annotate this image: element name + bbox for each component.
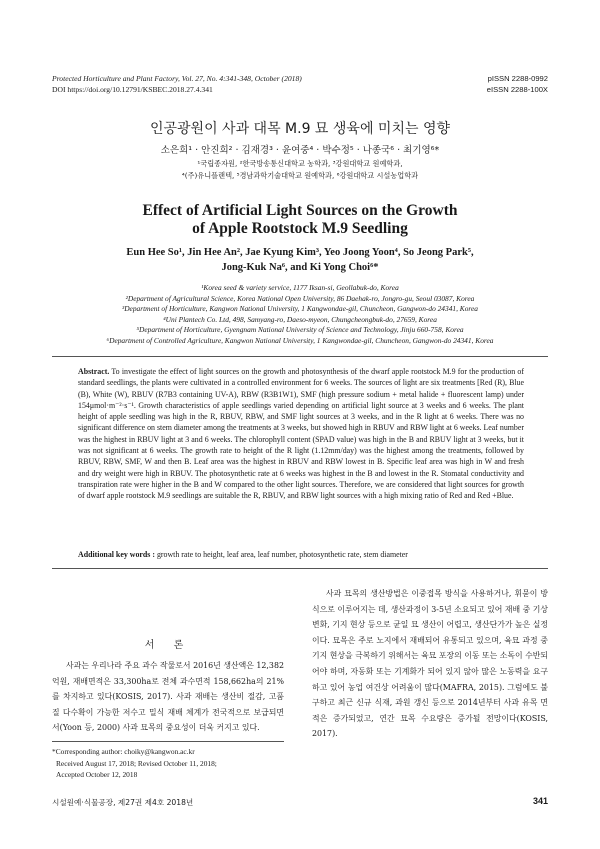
intro-column-left <box>52 658 284 736</box>
issn-block <box>487 73 548 95</box>
title-english-line: of Apple Rootstock M.9 Seedling <box>192 220 408 237</box>
affiliation-line: ³Department of Horticulture, Kangwon National University, 1 Kangwondae-gil, Chuncheon, Gangwon-do 24341, Korea <box>122 304 478 314</box>
intro-paragraph: 사과는 우리나라 주요 과수 작물로서 2016년 생산액은 12,382억원, 재배면적은 33,300ha로 전체 과수면적 158,662ha의 21%를 차지하고 있다(KOSIS, 2017). 사과 재배는 생산비 절감, 고품질 다수확이 가능한 저수고 밀식 재배 체계가 전국적으로 보급되면서(Yoon 등, 2000) 사과 묘목의 중요성이 더욱 커지고 있다. <box>52 661 284 733</box>
affiliations-english <box>20 283 580 347</box>
accepted-date: Accepted October 12, 2018 <box>56 770 138 779</box>
journal-citation: Protected Horticulture and Plant Factory, Vol. 27, No. 4:341-348, October (2018) <box>52 74 302 83</box>
pissn: pISSN 2288-0992 <box>487 74 548 83</box>
title-english <box>0 202 600 238</box>
abstract-text: To investigate the effect of light sources on the growth and photosynthesis of the dwarf apple rootstock M.9 for the production of standard seedlings, the plants were cultivated in a controlled environment for 6 weeks. The sources of light are six treatments [Red (R), Blue (B), White (W), RBUV (R7B3 containing UV-A), RBW (R3B1W1), SMF (high pressure sodium + metal halide + fluorescent lamp) under 154μmol·m⁻²·s⁻¹. Growth characteristics of apple seedlings varied depending on artificial light source at 3 weeks and 6 weeks. The plant height of apple seedling was high in the R, RBUV, RBW, and SMF light sources at 3 weeks, and in the R light at 6 weeks. There was no significant difference on stem diameter among the treatments at 3 weeks, but showed high in RBUV and RBW light at 6 weeks. Leaf number was the highest in RBUV light at 3 and 6 weeks. The chlorophyll content (SPAD value) was high in the B and RBUV light at 3 weeks, but it was not significant at 6 weeks. The growth rate to height of the R light (1.12mm/day) was the highest among the treatments, followed by RBUV, RBW, SMF, W and then B. Leaf area was the highest in RBUV and RBW lowest in B. Specific leaf area was high in W and fresh and dry weight were high in RBUV. The photosynthetic rate at 6 weeks was highest in the B and lowest in the R. Stomatal conductivity and transpiration rate were higher in the B and W compared to the other light sources. Therefore, we are considered that light sources for growth of dwarf apple rootstock M.9 seedlings are suitable the R, RBUV, and RBW light sources with a high mixing ratio of Red and Red +Blue. <box>78 367 524 501</box>
corresponding-author: *Corresponding author: choiky@kangwon.ac.kr <box>52 747 195 756</box>
affiliation-line: ⁵Department of Horticulture, Gyengnam National University of Science and Technology, Jinju 660-758, Korea <box>136 325 464 335</box>
affiliations-korean <box>0 158 600 182</box>
keywords <box>78 549 524 560</box>
doi-line: DOI https://doi.org/10.12791/KSBEC.2018.27.4.341 <box>52 85 213 94</box>
title-korean: 인공광원이 사과 대목 M.9 묘 생육에 미치는 영향 <box>149 121 451 137</box>
authors-english-line: Jong-Kuk Na⁶, and Ki Yong Choi⁶* <box>221 262 379 273</box>
authors-english <box>0 245 600 275</box>
abstract <box>78 366 524 502</box>
footnote-rule <box>52 741 284 742</box>
keywords-bottom-rule <box>52 568 548 569</box>
affiliation-ko-line: ⁴(주)유니플랜텍, ⁵경남과학기술대학교 원예학과, ⁶강원대학교 시설농업학과 <box>181 171 419 180</box>
journal-header <box>52 73 302 95</box>
page-number: 341 <box>532 796 548 806</box>
affiliation-line: ²Department of Agricultural Science, Korea National Open University, 86 Daehak-ro, Jongro-gu, Seoul 03087, Korea <box>125 293 475 303</box>
keywords-text: growth rate to height, leaf area, leaf number, photosynthetic rate, stem diameter <box>156 550 408 559</box>
abstract-label: Abstract. <box>78 367 110 376</box>
intro-column-right <box>312 586 548 742</box>
intro-paragraph: 사과 묘목의 생산방법은 이중접목 방식을 사용하거나, 휘묻이 방식으로 이루어지는 데, 생산과정이 3-5년 소요되고 있어 재배 중 기상 변화, 기지 현상 등으로 균일 묘 생산이 어렵고, 생산단가가 높은 실정이다. 묘목은 주로 노지에서 재배되어 유통되고 있으며, 육묘 과정 중 기지 현상을 극복하기 위해서는 육묘 포장의 이동 또는 소독이 수반되어야 하며, 자동화 또는 기계화가 되어 있지 않아 많은 노동력을 요구하고 있어 농업 여건상 어려움이 많다(MAFRA, 2015). 그럼에도 불구하고 최근 신규 식재, 과원 갱신 등으로 2014년부터 사과 유목 면적은 증가되었고, 연간 묘목 수요량은 증가될 전망이다(KOSIS, 2017). <box>312 589 549 739</box>
affiliation-line: ⁴Uni Plantech Co. Ltd, 498, Samyang-ro, Daeso-myeon, Chungcheongbuk-do, 27659, Korea <box>163 314 437 324</box>
keywords-label: Additional key words : <box>78 550 155 559</box>
abstract-top-rule <box>52 356 548 357</box>
authors-korean: 소은희¹ · 안진희² · 김재경³ · 윤여중⁴ · 박수정⁵ · 나종국⁶ · 최기영⁶* <box>160 145 440 156</box>
footnote <box>52 746 284 781</box>
affiliation-ko-line: ¹국립종자원, ²한국방송통신대학교 농학과, ³강원대학교 원예학과, <box>197 159 403 168</box>
affiliation-line: ¹Korea seed & variety service, 1177 Iksan-si, Geollabuk-do, Korea <box>201 283 399 292</box>
section-heading-introduction: 서 론 <box>144 640 192 651</box>
eissn: eISSN 2288-100X <box>486 85 548 94</box>
received-date: Received August 17, 2018; Revised October 11, 2018; <box>56 758 217 768</box>
title-english-line: Effect of Artificial Light Sources on the Growth <box>142 202 458 219</box>
footer-journal: 시설원예·식물공장, 제27권 제4호 2018년 <box>52 798 194 807</box>
authors-english-line: Eun Hee So¹, Jin Hee An², Jae Kyung Kim³, Yeo Joong Yoon⁴, So Jeong Park⁵, <box>126 247 474 258</box>
affiliation-line: ⁶Department of Controlled Agriculture, Kangwon National University, 1 Kangwondae-gil, Chuncheon, Gangwon-do 24341, Korea <box>106 335 494 345</box>
